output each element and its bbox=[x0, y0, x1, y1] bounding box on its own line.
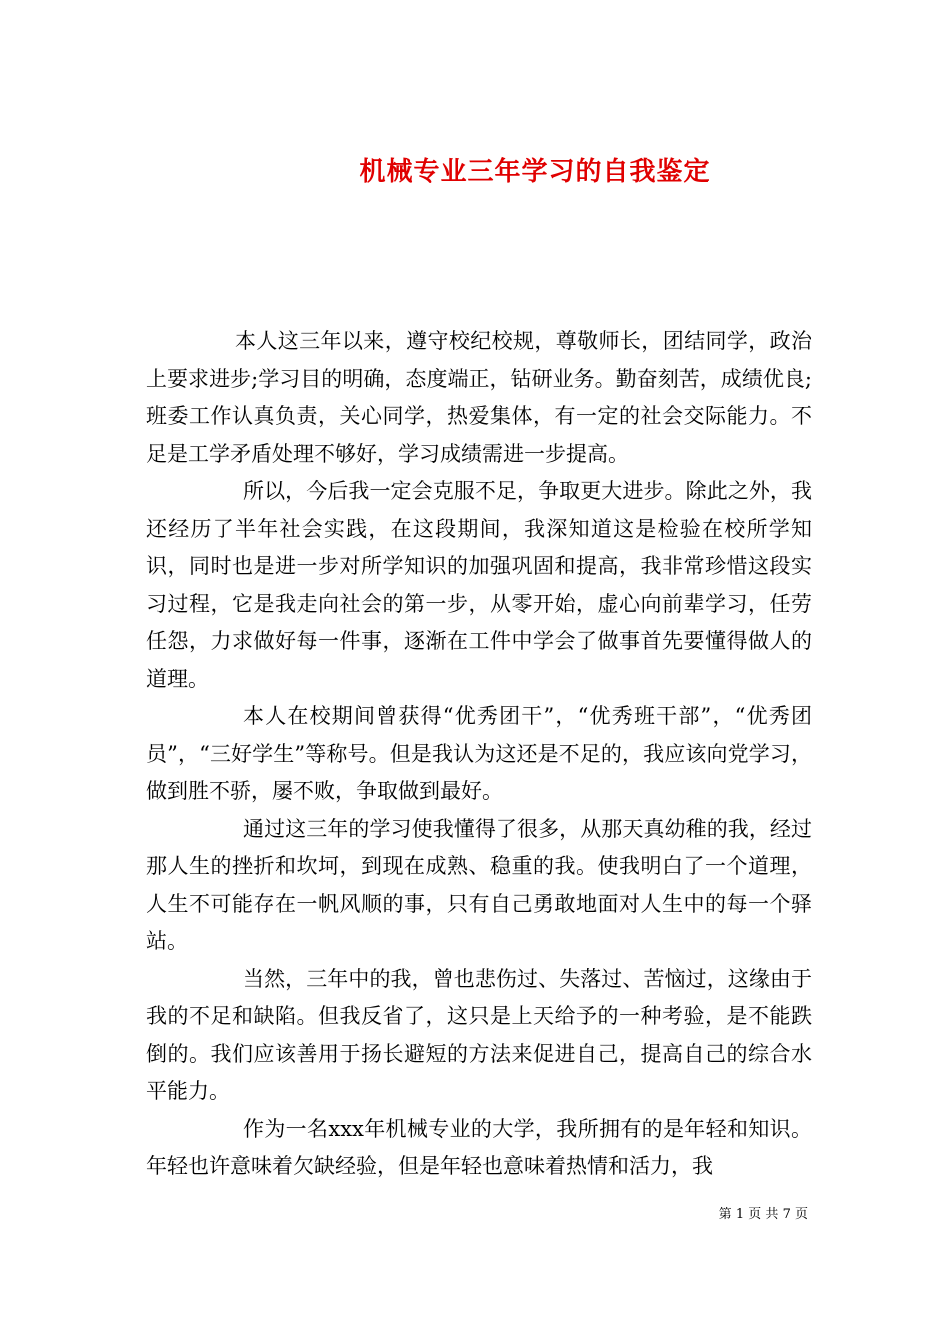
document-title: 机械专业三年学习的自我鉴定 bbox=[359, 157, 711, 188]
paragraph-6: 作为一名xxx年机械专业的大学，我所拥有的是年轻和知识。年轻也许意味着欠缺经验，但是年轻也意味着热情和活力，我 bbox=[146, 1116, 812, 1178]
paragraph-3: 本人在校期间曾获得“优秀团干”，“优秀班干部”，“优秀团员”，“三好学生”等称号。但是我认为这还是不足的，我应该向党学习，做到胜不骄，屡不败，争取做到最好。 bbox=[146, 704, 812, 803]
footer-total-unit: 页 bbox=[794, 1207, 808, 1222]
footer-page-label: 第 bbox=[718, 1207, 732, 1222]
paragraph-1: 本人这三年以来，遵守校纪校规，尊敬师长，团结同学，政治上要求进步;学习目的明确，态度端正，钻研业务。勤奋刻苦，成绩优良;班委工作认真负责，关心同学，热爱集体，有一定的社会交际能力。不足是工学矛盾处理不够好，学习成绩需进一步提高。 bbox=[146, 329, 812, 466]
paragraph-5: 当然，三年中的我，曾也悲伤过、失落过、苦恼过，这缘由于我的不足和缺陷。但我反省了，这只是上天给予的一种考验，是不能跌倒的。我们应该善用于扬长避短的方法来促进自己，提高自己的综合水平能力。 bbox=[146, 966, 812, 1103]
footer-total-pages: 7 bbox=[782, 1207, 791, 1222]
page-footer bbox=[719, 1203, 808, 1222]
footer-page-number: 1 bbox=[735, 1207, 745, 1222]
footer-page-unit: 页 bbox=[748, 1207, 762, 1222]
footer-total-label: 共 bbox=[765, 1207, 779, 1222]
paragraph-2: 所以，今后我一定会克服不足，争取更大进步。除此之外，我还经历了半年社会实践，在这段期间，我深知道这是检验在校所学知识，同时也是进一步对所学知识的加强巩固和提高，我非常珍惜这段实习过程，它是我走向社会的第一步，从零开始，虚心向前辈学习，任劳任怨，力求做好每一件事，逐渐在工件中学会了做事首先要懂得做人的道理。 bbox=[146, 479, 812, 691]
document-body bbox=[146, 323, 812, 1186]
paragraph-4: 通过这三年的学习使我懂得了很多，从那天真幼稚的我，经过那人生的挫折和坎坷，到现在成熟、稳重的我。使我明白了一个道理，人生不可能存在一帆风顺的事，只有自己勇敢地面对人生中的每一个驿站。 bbox=[146, 816, 812, 953]
